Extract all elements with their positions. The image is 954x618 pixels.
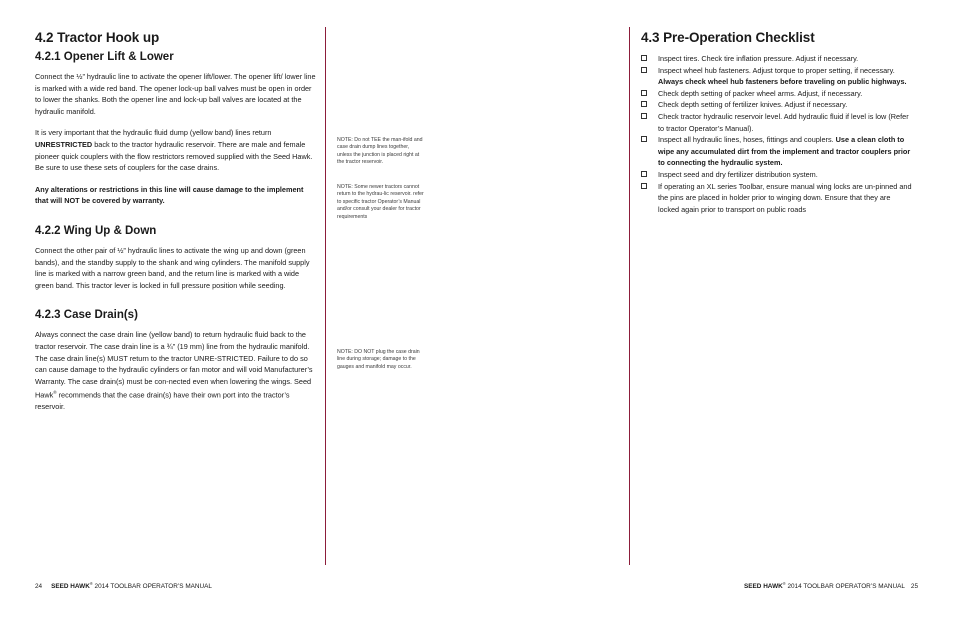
opener-paragraph-1: Connect the ½” hydraulic line to activate the opener lift/lower. The opener lift/ lower line is marked with a wide red band. The opener lock-up ball valves must be open in order to lower the shanks. Both the opener line and lock-up ball valves are located at the hydraulic manifold. xyxy=(35,72,316,116)
checkbox-square-icon xyxy=(641,101,647,107)
case-drain-paragraph xyxy=(35,329,317,413)
checklist-item-text: Check tractor hydraulic reservoir level. Add hydraulic fluid if level is low (Refer to tractor Operator’s Manual). xyxy=(658,111,909,133)
right-main-column xyxy=(641,30,913,215)
checklist-item-text: Check depth setting of fertilizer knives. Adjust if necessary. xyxy=(658,100,848,110)
side-note-3: NOTE: DO NOT plug the case drain line during storage; damage to the gauges and manifold may occur. xyxy=(337,349,420,370)
subsection-title-opener: 4.2.1 Opener Lift & Lower xyxy=(35,51,174,63)
subsection-title-case-drain: 4.2.3 Case Drain(s) xyxy=(35,309,138,322)
footer-title-right: 2014 TOOLBAR OPERATOR’S MANUAL xyxy=(785,583,905,591)
page-number-left: 24 xyxy=(35,583,43,591)
case-p1-text-b: recommends that the case drain(s) have their own port into the tractor’s reservoir. xyxy=(35,390,290,412)
left-page-divider xyxy=(325,27,326,565)
checkbox-square-icon xyxy=(641,90,647,96)
left-footer xyxy=(35,581,212,590)
footer-title-left: 2014 TOOLBAR OPERATOR’S MANUAL xyxy=(92,583,212,591)
checklist-item xyxy=(641,65,913,88)
right-footer xyxy=(744,581,918,590)
checkbox-square-icon xyxy=(641,55,647,61)
section-title-tractor-hookup: 4.2 Tractor Hook up xyxy=(35,30,160,45)
checklist-item xyxy=(641,88,913,100)
checkbox-square-icon xyxy=(641,183,647,189)
checklist-item xyxy=(641,53,913,65)
page-number-right: 25 xyxy=(910,583,918,591)
checkbox-square-icon xyxy=(641,113,647,119)
opener-p2-text-a: It is very important that the hydraulic fluid dump (yellow band) lines return xyxy=(35,128,272,138)
opener-p2-text-b: back to the tractor hydraulic reservoir. There are male and female pioneer quick couplers with the flow restrictors removed supplied with the Seed Hawk. Be sure to use these sets of couplers for the case drains. xyxy=(35,139,313,173)
section-title-checklist: 4.3 Pre-Operation Checklist xyxy=(641,30,815,45)
registered-mark: ® xyxy=(53,390,57,396)
footer-brand-right: SEED HAWK xyxy=(744,583,783,591)
side-note-1: NOTE: Do not TEE the man-ifold and case drain dump lines together, unless the junction is placed right at the tractor reservoir. xyxy=(337,137,423,166)
case-p1-text-a: Always connect the case drain line (yellow band) to return hydraulic fluid back to the tractor reservoir. The case drain line is a ¾” (19 mm) line from the hydraulic manifold. The case drain line(s) MUST return to the tractor UNRE-STRICTED. Failure to do so can cause damage to the hydraulic cylinders or fan motor and will void Manufacturer’s Warranty. The case drain(s) must be con-nected even when lowering the wings. Seed Hawk xyxy=(35,330,313,400)
opener-warning: Any alterations or restrictions in this line will cause damage to the implement that will NOT be covered by warranty. xyxy=(35,184,304,206)
left-main-column xyxy=(35,30,317,413)
checklist-item xyxy=(641,169,913,181)
side-note-2: NOTE: Some newer tractors cannot return to the hydrau-lic reservoir. refer to specific tractor Operator’s Manual and/or consult your dealer for tractor requirements xyxy=(337,184,424,220)
footer-reg-left: ® xyxy=(89,581,93,586)
checklist-item xyxy=(641,111,913,134)
pre-operation-checklist xyxy=(641,53,913,215)
right-page-divider xyxy=(629,27,630,565)
checklist-item-text: Inspect seed and dry fertilizer distribution system. xyxy=(658,169,818,179)
checkbox-square-icon xyxy=(641,67,647,73)
checklist-item xyxy=(641,134,913,169)
wing-paragraph-1: Connect the other pair of ½” hydraulic lines to activate the wing up and down (green bands), and the standby supply to the shank and wing cylinders. The manifold supply line is marked with a narrow green band, and the return line is marked with a wide green band. This tractor lever is locked in full pressure position while seeding. xyxy=(35,245,310,290)
checklist-item-text: If operating an XL series Toolbar, ensure manual wing locks are un-pinned and the pins are placed in holder prior to winging down. Ensure that they are locked again prior to transport on public roads xyxy=(658,181,912,214)
checklist-item xyxy=(641,181,913,216)
subsection-title-wing: 4.2.2 Wing Up & Down xyxy=(35,224,157,237)
checkbox-square-icon xyxy=(641,171,647,177)
opener-p2-bold: UNRESTRICTED xyxy=(35,139,93,149)
checklist-item-text: Check depth setting of packer wheel arms. Adjust, if necessary. xyxy=(658,88,863,98)
checklist-item-text: Inspect wheel hub fasteners. Adjust torque to proper setting, if necessary. xyxy=(658,65,895,75)
opener-paragraph-2 xyxy=(35,127,317,173)
checklist-item-bold-text: Use a clean cloth to wipe any accumulated dirt from the implement and tractor couplers prior to connecting the hydraulic system. xyxy=(658,135,911,168)
checklist-item-text: Inspect all hydraulic lines, hoses, fittings and couplers. xyxy=(658,135,836,145)
footer-reg-right: ® xyxy=(782,581,786,586)
checklist-item xyxy=(641,99,913,111)
checklist-item-text: Inspect tires. Check tire inflation pressure. Adjust if necessary. xyxy=(658,54,859,63)
checkbox-square-icon xyxy=(641,136,647,142)
footer-brand-left: SEED HAWK xyxy=(51,583,90,591)
checklist-item-bold-text: Always check wheel hub fasteners before traveling on public highways. xyxy=(658,77,907,87)
